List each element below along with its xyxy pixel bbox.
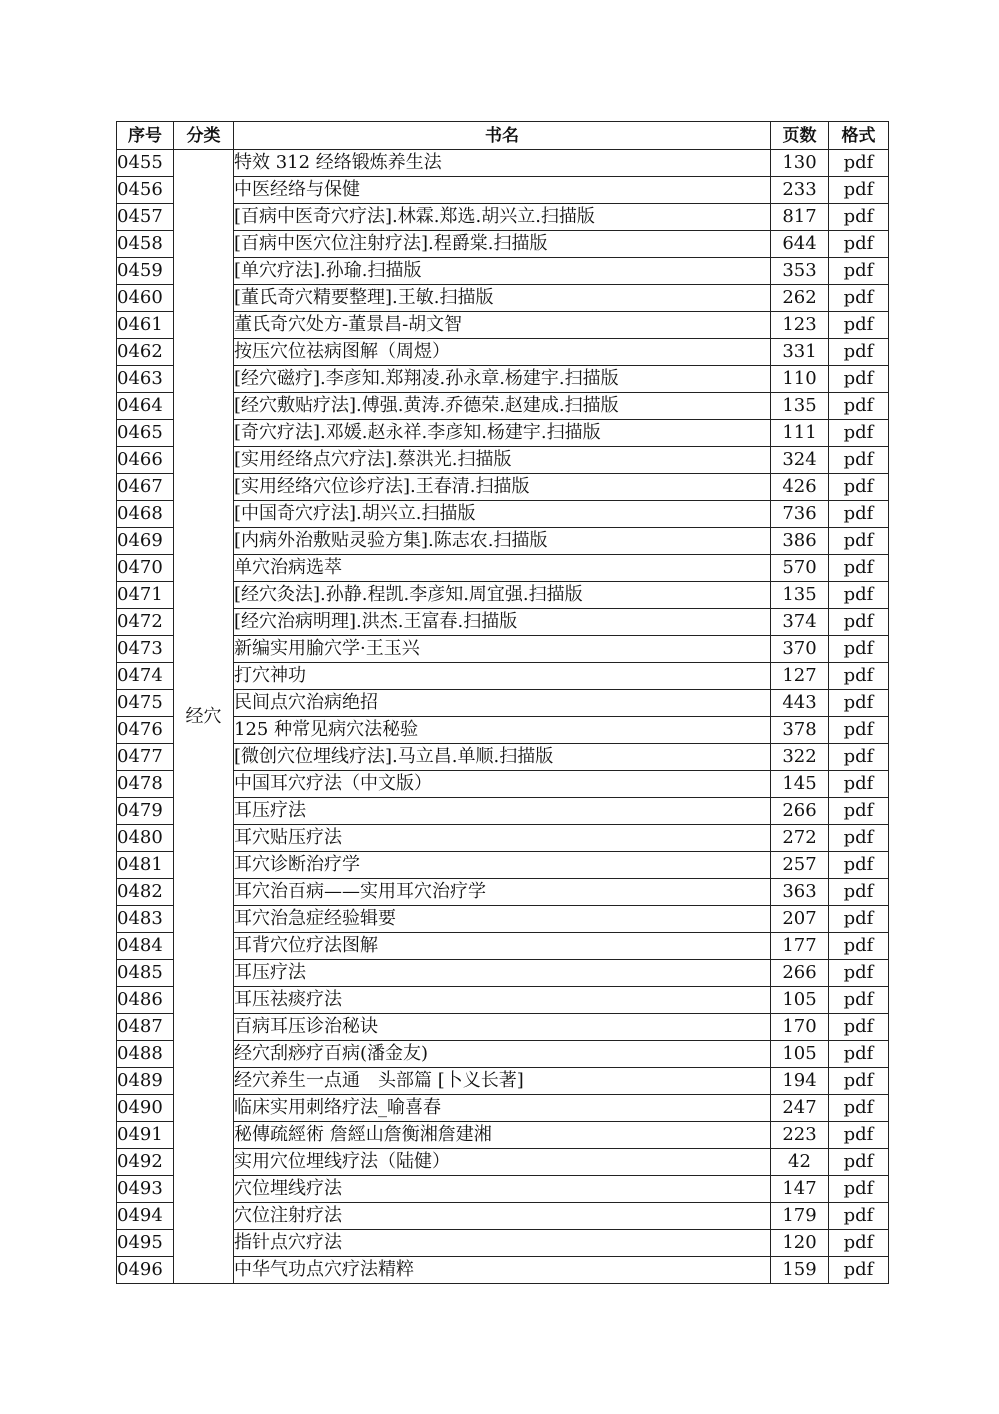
row-seq: 0483 xyxy=(117,906,174,933)
row-pages: 170 xyxy=(771,1014,829,1041)
row-format: pdf xyxy=(829,312,889,339)
row-format: pdf xyxy=(829,636,889,663)
row-pages: 266 xyxy=(771,960,829,987)
header-pages: 页数 xyxy=(771,122,829,150)
row-seq: 0470 xyxy=(117,555,174,582)
row-seq: 0478 xyxy=(117,771,174,798)
row-pages: 247 xyxy=(771,1095,829,1122)
row-title: [中国奇穴疗法].胡兴立.扫描版 xyxy=(234,501,771,528)
row-format: pdf xyxy=(829,501,889,528)
row-seq: 0468 xyxy=(117,501,174,528)
row-pages: 145 xyxy=(771,771,829,798)
row-pages: 120 xyxy=(771,1230,829,1257)
row-format: pdf xyxy=(829,1014,889,1041)
row-seq: 0487 xyxy=(117,1014,174,1041)
row-title: 百病耳压诊治秘诀 xyxy=(234,1014,771,1041)
row-seq: 0467 xyxy=(117,474,174,501)
row-seq: 0461 xyxy=(117,312,174,339)
row-format: pdf xyxy=(829,663,889,690)
row-seq: 0479 xyxy=(117,798,174,825)
row-title: [微创穴位埋线疗法].马立昌.单顺.扫描版 xyxy=(234,744,771,771)
row-seq: 0473 xyxy=(117,636,174,663)
row-pages: 272 xyxy=(771,825,829,852)
row-format: pdf xyxy=(829,825,889,852)
row-seq: 0462 xyxy=(117,339,174,366)
row-title: 耳压疗法 xyxy=(234,960,771,987)
row-pages: 233 xyxy=(771,177,829,204)
row-title: 耳背穴位疗法图解 xyxy=(234,933,771,960)
row-seq: 0472 xyxy=(117,609,174,636)
row-format: pdf xyxy=(829,1068,889,1095)
row-title: 特效 312 经络锻炼养生法 xyxy=(234,150,771,177)
table-body xyxy=(117,150,889,1284)
row-title: 打穴神功 xyxy=(234,663,771,690)
row-pages: 370 xyxy=(771,636,829,663)
row-seq: 0459 xyxy=(117,258,174,285)
row-format: pdf xyxy=(829,393,889,420)
row-pages: 105 xyxy=(771,987,829,1014)
row-seq: 0482 xyxy=(117,879,174,906)
row-pages: 443 xyxy=(771,690,829,717)
row-pages: 644 xyxy=(771,231,829,258)
row-seq: 0490 xyxy=(117,1095,174,1122)
row-pages: 159 xyxy=(771,1257,829,1284)
row-title: 耳穴治急症经验辑要 xyxy=(234,906,771,933)
row-seq: 0488 xyxy=(117,1041,174,1068)
row-pages: 817 xyxy=(771,204,829,231)
row-format: pdf xyxy=(829,987,889,1014)
row-pages: 177 xyxy=(771,933,829,960)
row-title: 秘傳疏經術 詹經山詹衡湘詹建湘 xyxy=(234,1122,771,1149)
row-seq: 0489 xyxy=(117,1068,174,1095)
row-title: 实用穴位埋线疗法（陆健） xyxy=(234,1149,771,1176)
row-pages: 179 xyxy=(771,1203,829,1230)
header-seq: 序号 xyxy=(117,122,174,150)
row-seq: 0475 xyxy=(117,690,174,717)
row-seq: 0484 xyxy=(117,933,174,960)
row-title: 指针点穴疗法 xyxy=(234,1230,771,1257)
row-title: 经穴刮痧疗百病(潘金友) xyxy=(234,1041,771,1068)
row-pages: 266 xyxy=(771,798,829,825)
row-format: pdf xyxy=(829,1257,889,1284)
row-pages: 207 xyxy=(771,906,829,933)
row-seq: 0456 xyxy=(117,177,174,204)
row-pages: 322 xyxy=(771,744,829,771)
row-title: 新编实用腧穴学·王玉兴 xyxy=(234,636,771,663)
row-title: 中医经络与保健 xyxy=(234,177,771,204)
row-title: 125 种常见病穴法秘验 xyxy=(234,717,771,744)
row-format: pdf xyxy=(829,879,889,906)
row-title: 耳穴治百病——实用耳穴治疗学 xyxy=(234,879,771,906)
row-seq: 0480 xyxy=(117,825,174,852)
row-title: 单穴治病选萃 xyxy=(234,555,771,582)
row-pages: 130 xyxy=(771,150,829,177)
row-title: 按压穴位祛病图解（周煜） xyxy=(234,339,771,366)
row-title: [实用经络点穴疗法].蔡洪光.扫描版 xyxy=(234,447,771,474)
row-pages: 257 xyxy=(771,852,829,879)
row-title: [董氏奇穴精要整理].王敏.扫描版 xyxy=(234,285,771,312)
row-pages: 127 xyxy=(771,663,829,690)
row-seq: 0476 xyxy=(117,717,174,744)
row-format: pdf xyxy=(829,609,889,636)
row-seq: 0494 xyxy=(117,1203,174,1230)
row-seq: 0464 xyxy=(117,393,174,420)
row-title: [经穴磁疗].李彦知.郑翔凌.孙永章.杨建宇.扫描版 xyxy=(234,366,771,393)
row-format: pdf xyxy=(829,852,889,879)
row-seq: 0486 xyxy=(117,987,174,1014)
header-title: 书名 xyxy=(234,122,771,150)
row-pages: 426 xyxy=(771,474,829,501)
row-pages: 363 xyxy=(771,879,829,906)
row-format: pdf xyxy=(829,1203,889,1230)
row-seq: 0492 xyxy=(117,1149,174,1176)
row-seq: 0493 xyxy=(117,1176,174,1203)
row-format: pdf xyxy=(829,285,889,312)
row-pages: 353 xyxy=(771,258,829,285)
row-pages: 135 xyxy=(771,582,829,609)
row-pages: 105 xyxy=(771,1041,829,1068)
row-format: pdf xyxy=(829,933,889,960)
row-title: 中华气功点穴疗法精粹 xyxy=(234,1257,771,1284)
row-format: pdf xyxy=(829,474,889,501)
row-format: pdf xyxy=(829,366,889,393)
row-title: 经穴养生一点通 头部篇 [卜义长著] xyxy=(234,1068,771,1095)
row-format: pdf xyxy=(829,906,889,933)
row-pages: 736 xyxy=(771,501,829,528)
row-format: pdf xyxy=(829,798,889,825)
row-title: 耳压疗法 xyxy=(234,798,771,825)
table-header-row xyxy=(117,122,889,150)
row-pages: 42 xyxy=(771,1149,829,1176)
row-title: 董氏奇穴处方-董景昌-胡文智 xyxy=(234,312,771,339)
row-pages: 135 xyxy=(771,393,829,420)
row-title: 中国耳穴疗法（中文版） xyxy=(234,771,771,798)
row-pages: 110 xyxy=(771,366,829,393)
row-seq: 0466 xyxy=(117,447,174,474)
row-format: pdf xyxy=(829,771,889,798)
row-seq: 0485 xyxy=(117,960,174,987)
row-format: pdf xyxy=(829,339,889,366)
row-title: 穴位注射疗法 xyxy=(234,1203,771,1230)
row-seq: 0474 xyxy=(117,663,174,690)
book-table xyxy=(116,121,889,1284)
row-pages: 223 xyxy=(771,1122,829,1149)
row-pages: 147 xyxy=(771,1176,829,1203)
row-format: pdf xyxy=(829,1095,889,1122)
row-seq: 0458 xyxy=(117,231,174,258)
row-format: pdf xyxy=(829,582,889,609)
row-title: 耳穴诊断治疗学 xyxy=(234,852,771,879)
row-seq: 0496 xyxy=(117,1257,174,1284)
row-pages: 331 xyxy=(771,339,829,366)
row-title: [百病中医穴位注射疗法].程爵棠.扫描版 xyxy=(234,231,771,258)
row-seq: 0477 xyxy=(117,744,174,771)
row-title: 临床实用刺络疗法_喻喜春 xyxy=(234,1095,771,1122)
row-seq: 0469 xyxy=(117,528,174,555)
header-format: 格式 xyxy=(829,122,889,150)
row-format: pdf xyxy=(829,717,889,744)
row-seq: 0471 xyxy=(117,582,174,609)
row-title: 耳穴贴压疗法 xyxy=(234,825,771,852)
row-title: [经穴治病明理].洪杰.王富春.扫描版 xyxy=(234,609,771,636)
table-row xyxy=(117,150,889,177)
row-pages: 386 xyxy=(771,528,829,555)
row-format: pdf xyxy=(829,690,889,717)
row-seq: 0495 xyxy=(117,1230,174,1257)
row-pages: 374 xyxy=(771,609,829,636)
row-pages: 111 xyxy=(771,420,829,447)
row-pages: 570 xyxy=(771,555,829,582)
header-category: 分类 xyxy=(174,122,234,150)
category-cell: 经穴 xyxy=(174,150,234,1284)
row-seq: 0455 xyxy=(117,150,174,177)
row-format: pdf xyxy=(829,1230,889,1257)
row-pages: 262 xyxy=(771,285,829,312)
row-pages: 194 xyxy=(771,1068,829,1095)
row-seq: 0460 xyxy=(117,285,174,312)
row-format: pdf xyxy=(829,231,889,258)
row-format: pdf xyxy=(829,150,889,177)
row-title: [经穴敷贴疗法].傅强.黄涛.乔德荣.赵建成.扫描版 xyxy=(234,393,771,420)
row-title: 穴位埋线疗法 xyxy=(234,1176,771,1203)
row-format: pdf xyxy=(829,447,889,474)
row-title: [内病外治敷贴灵验方集].陈志农.扫描版 xyxy=(234,528,771,555)
row-seq: 0465 xyxy=(117,420,174,447)
row-format: pdf xyxy=(829,555,889,582)
row-format: pdf xyxy=(829,528,889,555)
row-format: pdf xyxy=(829,960,889,987)
row-title: 民间点穴治病绝招 xyxy=(234,690,771,717)
row-title: [单穴疗法].孙瑜.扫描版 xyxy=(234,258,771,285)
row-pages: 324 xyxy=(771,447,829,474)
row-title: [奇穴疗法].邓媛.赵永祥.李彦知.杨建宇.扫描版 xyxy=(234,420,771,447)
row-seq: 0491 xyxy=(117,1122,174,1149)
row-title: [实用经络穴位诊疗法].王春清.扫描版 xyxy=(234,474,771,501)
row-seq: 0481 xyxy=(117,852,174,879)
row-pages: 123 xyxy=(771,312,829,339)
row-format: pdf xyxy=(829,1122,889,1149)
row-format: pdf xyxy=(829,420,889,447)
row-seq: 0457 xyxy=(117,204,174,231)
row-title: 耳压祛痰疗法 xyxy=(234,987,771,1014)
row-title: [经穴灸法].孙静.程凯.李彦知.周宜强.扫描版 xyxy=(234,582,771,609)
row-format: pdf xyxy=(829,1176,889,1203)
row-format: pdf xyxy=(829,1041,889,1068)
row-seq: 0463 xyxy=(117,366,174,393)
row-format: pdf xyxy=(829,744,889,771)
row-pages: 378 xyxy=(771,717,829,744)
row-format: pdf xyxy=(829,258,889,285)
row-format: pdf xyxy=(829,177,889,204)
row-format: pdf xyxy=(829,1149,889,1176)
row-format: pdf xyxy=(829,204,889,231)
row-title: [百病中医奇穴疗法].林霖.郑选.胡兴立.扫描版 xyxy=(234,204,771,231)
